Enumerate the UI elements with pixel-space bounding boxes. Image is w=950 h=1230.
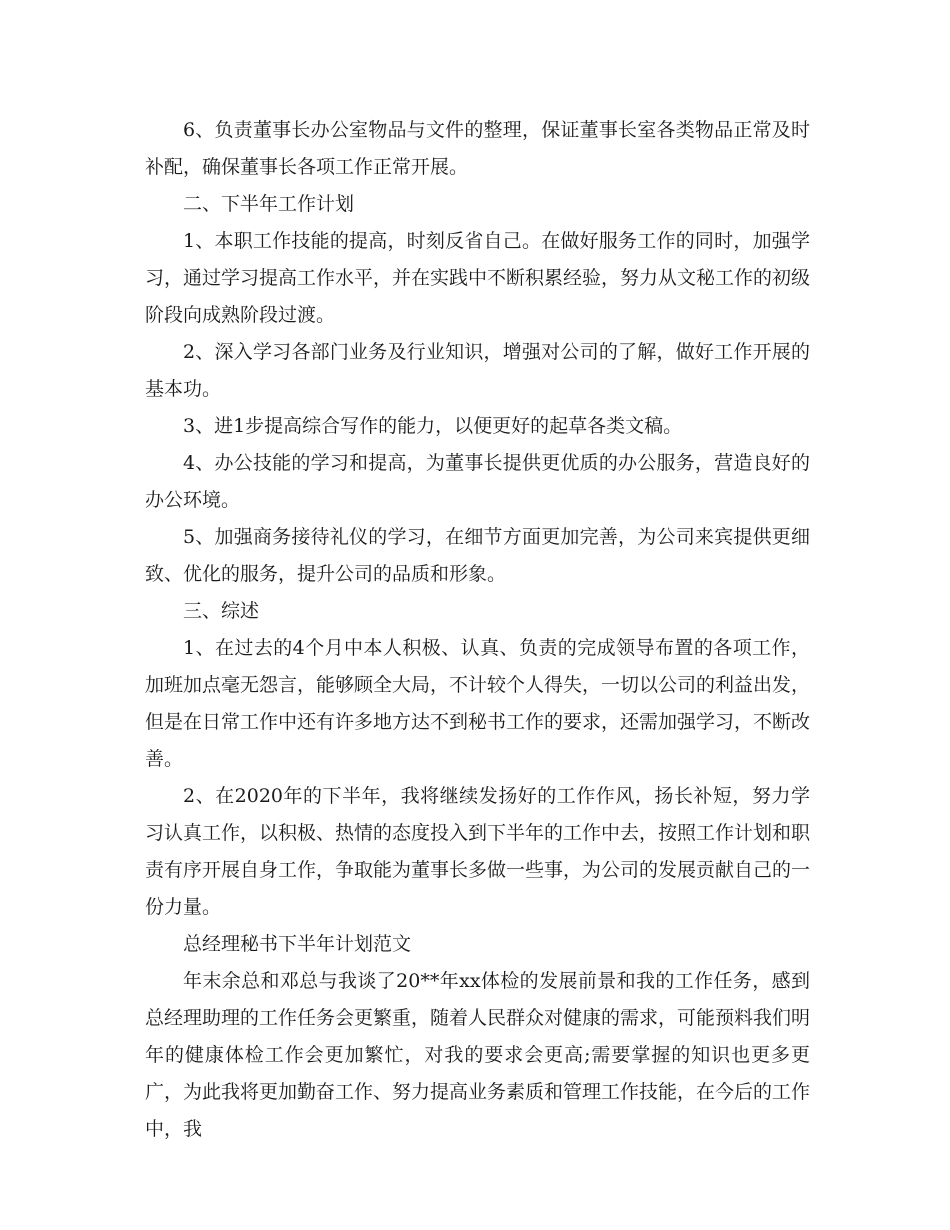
article-title: 总经理秘书下半年计划范文 <box>183 933 412 955</box>
paragraph-article-intro: 年末余总和邓总与我谈了20**年xx体检的发展前景和我的工作任务，感到总经理助理的工作任务会更繁重，随着人民群众对健康的需求，可能预料我们明年的健康体检工作会更加繁忙，对我的要求会更高;需要掌握的知识也更多更广，为此我将更加勤奋工作、努力提高业务素质和管理工作技能，在今后的工作中，我 <box>145 970 811 1140</box>
paragraph-plan-1: 1、本职工作技能的提高，时刻反省自己。在做好服务工作的同时，加强学习，通过学习提高工作水平，并在实践中不断积累经验，努力从文秘工作的初级阶段向成熟阶段过渡。 <box>145 230 811 326</box>
paragraph-item-6-responsibility: 6、负责董事长办公室物品与文件的整理，保证董事长室各类物品正常及时补配，确保董事长各项工作正常开展。 <box>145 119 810 178</box>
document-page <box>145 112 810 1148</box>
paragraph-summary-1: 1、在过去的4个月中本人积极、认真、负责的完成领导布置的各项工作，加班加点毫无怨言，能够顾全大局，不计较个人得失，一切以公司的利益出发，但是在日常工作中还有许多地方达不到秘书工作的要求，还需加强学习，不断改善。 <box>145 637 811 770</box>
paragraph-plan-4: 4、办公技能的学习和提高，为董事长提供更优质的办公服务，营造良好的办公环境。 <box>145 452 810 511</box>
paragraph-plan-3: 3、进1步提高综合写作的能力，以便更好的起草各类文稿。 <box>183 415 683 437</box>
paragraph-plan-5: 5、加强商务接待礼仪的学习，在细节方面更加完善，为公司来宾提供更细致、优化的服务，提升公司的品质和形象。 <box>145 526 810 585</box>
paragraph-summary-2: 2、在2020年的下半年，我将继续发扬好的工作作风，扬长补短，努力学习认真工作，以积极、热情的态度投入到下半年的工作中去，按照工作计划和职责有序开展自身工作，争取能为董事长多做一些事，为公司的发展贡献自己的一份力量。 <box>145 785 811 918</box>
section-heading-second-half-plan: 二、下半年工作计划 <box>183 193 355 215</box>
section-heading-summary: 三、综述 <box>183 600 260 622</box>
paragraph-plan-2: 2、深入学习各部门业务及行业知识，增强对公司的了解，做好工作开展的基本功。 <box>145 341 810 400</box>
